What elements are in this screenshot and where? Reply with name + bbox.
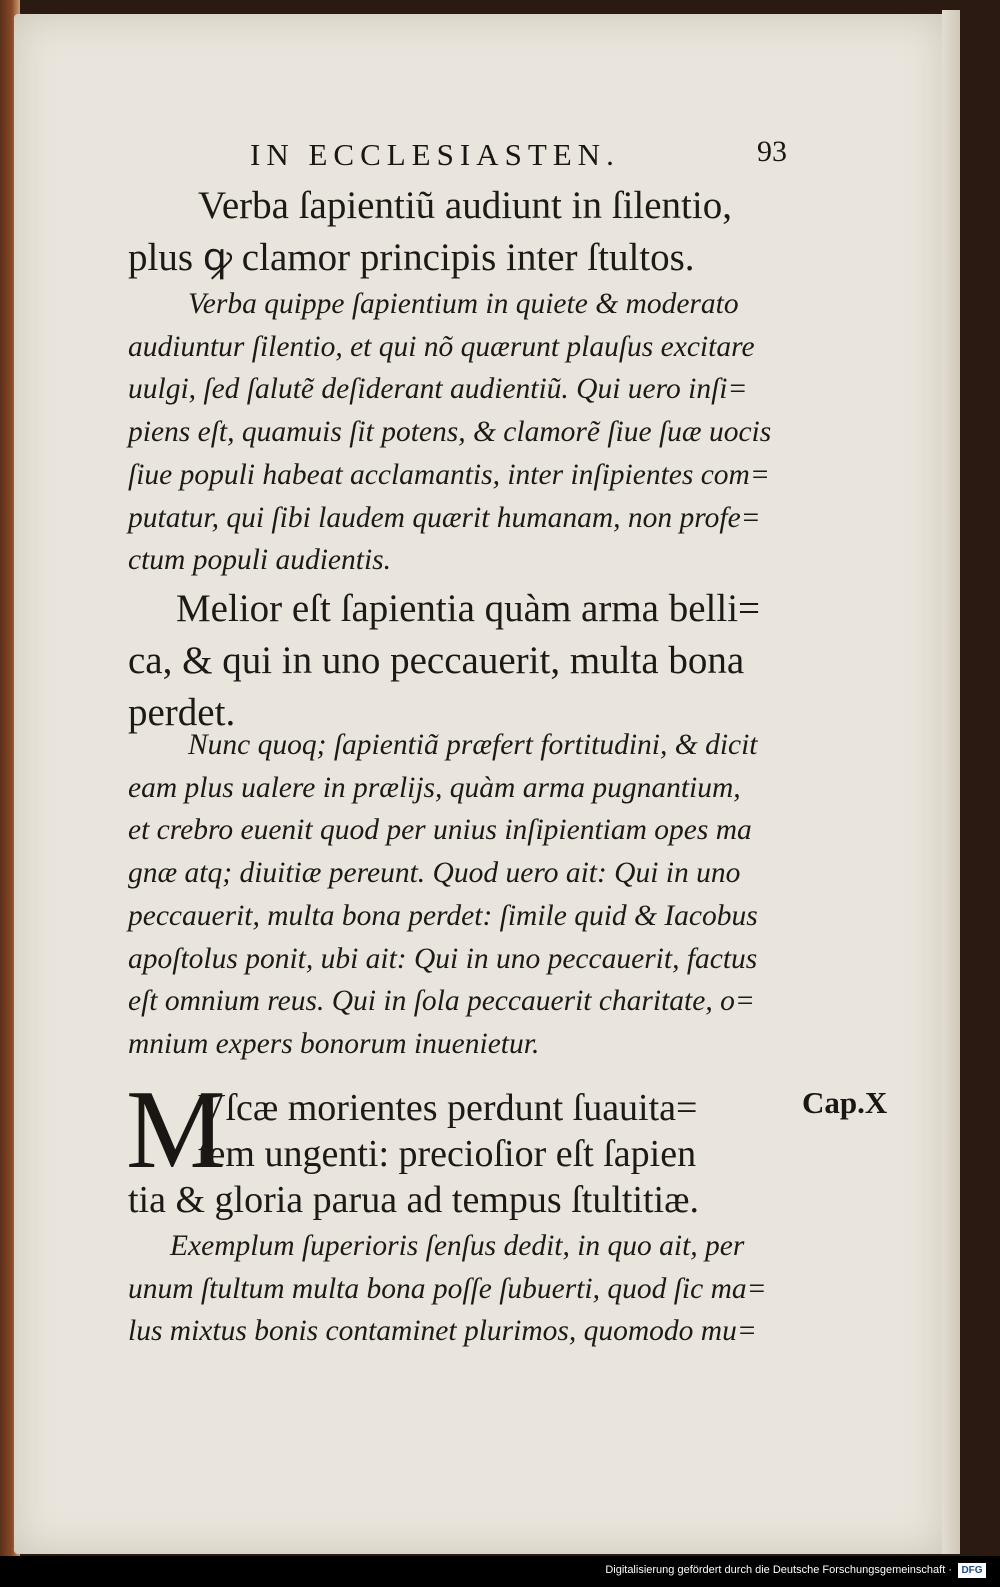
commentary-1 — [128, 283, 792, 582]
verse-line: tia & gloria parua ad tempus ſtultitiæ. — [128, 1179, 699, 1221]
footer-credit: Digitalisierung gefördert durch die Deutsche Forschungsgemeinschaft · — [605, 1564, 952, 1576]
commentary-line: eſt omnium reus. Qui in ſola peccauerit charitate, o= — [128, 985, 755, 1018]
dfg-logo-icon: DFG — [958, 1563, 986, 1578]
verse-3 — [128, 1085, 798, 1223]
verse-line: Melior eſt ſapientia quàm arma belli= — [176, 587, 761, 630]
verse-line: plus ꝙ clamor principis inter ſtultos. — [128, 236, 695, 279]
commentary-line: putatur, qui ſibi laudem quærit humanam, non profe= — [128, 501, 761, 534]
page-edge — [942, 10, 960, 1554]
commentary-line: apoſtolus ponit, ubi ait: Qui in uno peccauerit, factus — [128, 942, 758, 975]
verse-line: Vſcæ morientes perdunt ſuauita= — [198, 1087, 698, 1129]
commentary-line: lus mixtus bonis contaminet plurimos, quomodo mu= — [128, 1315, 757, 1348]
commentary-line: et crebro euenit quod per unius inſipientiam opes ma — [128, 814, 752, 847]
drop-cap: M — [126, 1068, 226, 1192]
commentary-line: gnæ atq; diuitiæ pereunt. Quod uero ait: Qui in uno — [128, 857, 741, 890]
commentary-line: unum ſtultum multa bona poſſe ſubuerti, quod ſic ma= — [128, 1272, 767, 1305]
commentary-2 — [128, 724, 792, 1066]
commentary-line: Exemplum ſuperioris ſenſus dedit, in quo ait, per — [170, 1230, 745, 1262]
commentary-line: ſiue populi habeat acclamantis, inter inſipientes com= — [128, 458, 770, 491]
verse-1 — [128, 180, 792, 284]
commentary-line: Nunc quoq; ſapientiã præfert fortitudini, & dicit — [188, 729, 758, 761]
running-head: IN ECCLESIASTEN. — [250, 137, 620, 172]
commentary-line: uulgi, ſed ſalutẽ deſiderant audientiũ. Qui uero inſi= — [128, 373, 748, 406]
verse-line: tem ungenti: precioſior eſt ſapien — [198, 1133, 697, 1175]
commentary-line: mnium expers bonorum inuenietur. — [128, 1027, 540, 1060]
verse-line: Verba ſapientiũ audiunt in ſilentio, — [198, 184, 732, 227]
verse-line: ca, & qui in uno peccauerit, multa bona — [128, 639, 745, 682]
commentary-line: peccauerit, multa bona perdet: ſimile quid & Iacobus — [128, 899, 758, 932]
verse-2 — [128, 583, 792, 739]
commentary-line: Verba quippe ſapientium in quiete & moderato — [188, 288, 739, 320]
commentary-line: ctum populi audientis. — [128, 544, 392, 577]
marginal-chapter-note: Cap.X — [802, 1085, 888, 1120]
footer-bar — [0, 1556, 1000, 1587]
page-number: 93 — [757, 135, 787, 168]
commentary-line: eam plus ualere in prælijs, quàm arma pugnantium, — [128, 771, 741, 804]
commentary-line: audiuntur ſilentio, et qui nõ quærunt plauſus excitare — [128, 330, 755, 363]
verse-line: perdet. — [128, 691, 236, 734]
commentary-3 — [128, 1225, 792, 1353]
commentary-line: piens eſt, quamuis ſit potens, & clamorẽ ſiue ſuæ uocis — [128, 416, 772, 449]
